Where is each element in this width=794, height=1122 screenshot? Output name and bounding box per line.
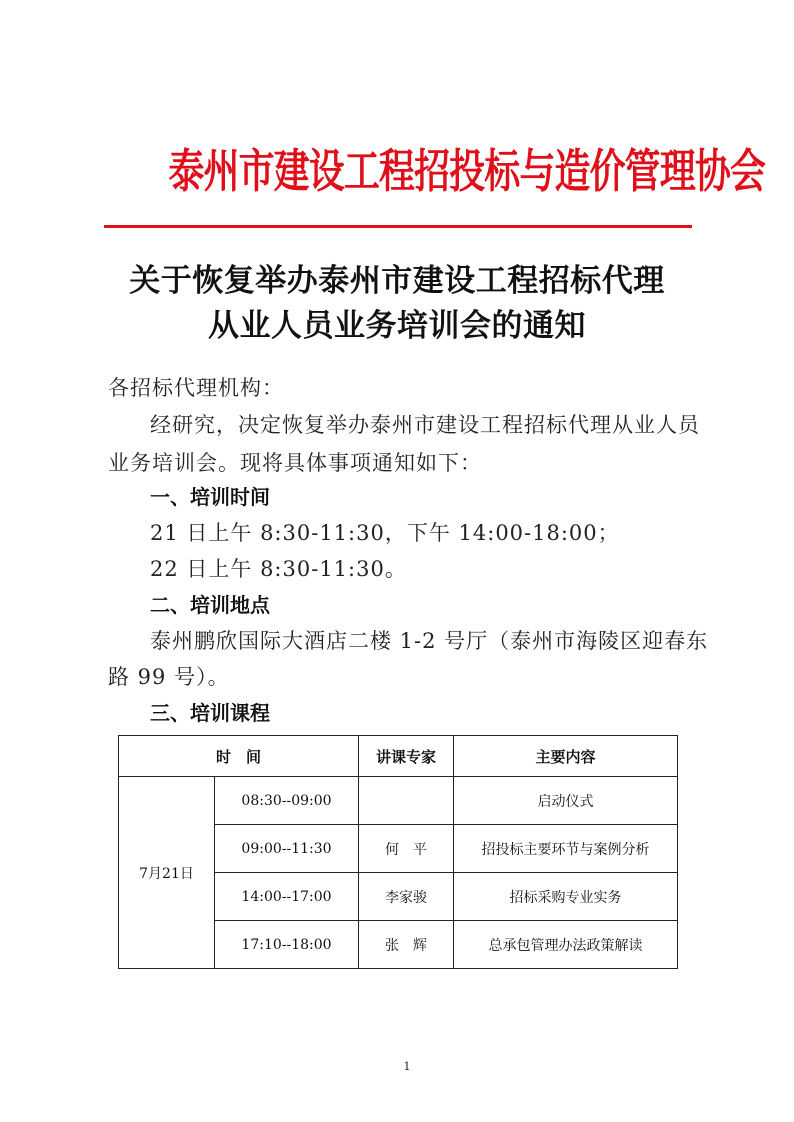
expert-cell: 张 辉 [359, 921, 454, 969]
place-line-2: 路 99 号）。 [108, 665, 230, 689]
date-cell: 7月21日 [119, 777, 215, 969]
time-line-2: 22 日上午 8:30-11:30。 [150, 557, 407, 581]
place-line-1: 泰州鹏欣国际大酒店二楼 1-2 号厅（泰州市海陵区迎春东 [150, 629, 709, 653]
table-header-row [119, 736, 678, 777]
section-heading-place: 二、培训地点 [150, 593, 270, 617]
notice-title-line-2: 从业人员业务培训会的通知 [208, 308, 586, 344]
expert-cell: 何 平 [359, 825, 454, 873]
header-content: 主要内容 [454, 736, 678, 777]
section-heading-time: 一、培训时间 [150, 485, 270, 509]
time-cell: 17:10--18:00 [215, 921, 359, 969]
content-cell: 总承包管理办法政策解读 [454, 921, 678, 969]
time-cell: 09:00--11:30 [215, 825, 359, 873]
time-cell: 08:30--09:00 [215, 777, 359, 825]
expert-cell: 李家骏 [359, 873, 454, 921]
expert-cell [359, 777, 454, 825]
header-expert: 讲课专家 [359, 736, 454, 777]
table-row [119, 777, 678, 825]
content-cell: 招投标主要环节与案例分析 [454, 825, 678, 873]
organization-header: 泰州市建设工程招投标与造价管理协会 [168, 144, 766, 198]
section-heading-courses: 三、培训课程 [150, 701, 270, 725]
header-divider [104, 225, 692, 228]
training-schedule-table [118, 735, 678, 969]
header-time: 时 间 [119, 736, 359, 777]
time-cell: 14:00--17:00 [215, 873, 359, 921]
notice-title-line-1: 关于恢复举办泰州市建设工程招标代理 [129, 263, 665, 299]
salutation: 各招标代理机构： [108, 376, 284, 400]
intro-line-2: 业务培训会。现将具体事项通知如下： [108, 451, 482, 475]
content-cell: 启动仪式 [454, 777, 678, 825]
content-cell: 招标采购专业实务 [454, 873, 678, 921]
page-number: 1 [403, 1060, 411, 1073]
intro-line-1: 经研究，决定恢复举办泰州市建设工程招标代理从业人员 [150, 413, 700, 437]
time-line-1: 21 日上午 8:30-11:30，下午 14:00-18:00； [150, 521, 620, 545]
